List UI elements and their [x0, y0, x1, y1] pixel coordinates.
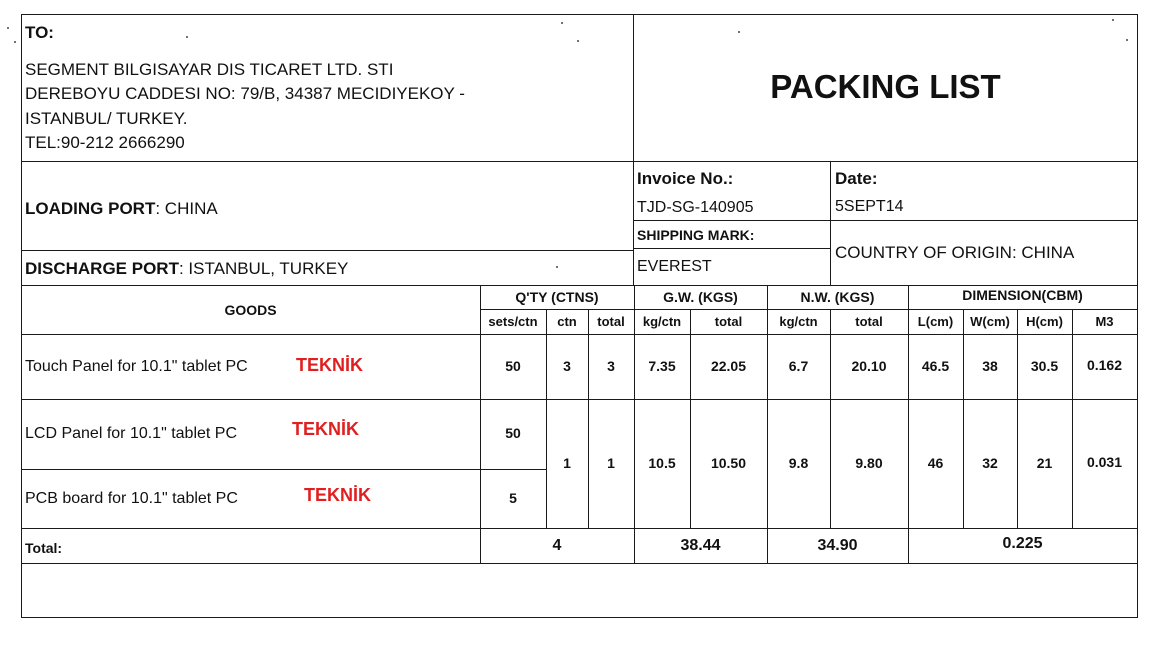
- scan-speck: [14, 41, 16, 43]
- country-of-origin: COUNTRY OF ORIGIN: CHINA: [835, 243, 1075, 262]
- loading-port-label: LOADING PORT: [25, 199, 156, 218]
- loading-port-value: : CHINA: [155, 199, 218, 218]
- row-qty-total: 3: [607, 358, 615, 374]
- invoice-value: TJD-SG-140905: [637, 199, 754, 216]
- totals-gw: 38.44: [680, 537, 721, 554]
- shipping-mark-value: EVEREST: [637, 258, 712, 275]
- merged-width: 32: [982, 455, 998, 471]
- scan-speck: [577, 40, 579, 42]
- date-value: 5SEPT14: [835, 198, 904, 215]
- to-line-city: ISTANBUL/ TURKEY.: [25, 109, 188, 128]
- row-gw-total: 22.05: [710, 358, 747, 374]
- invoice-label: Invoice No.:: [637, 169, 734, 188]
- row-goods: LCD Panel for 10.1" tablet PC: [25, 425, 238, 442]
- subheader-ctn: ctn: [557, 314, 577, 329]
- page-title: PACKING LIST: [770, 68, 1001, 105]
- subheader-gw-kg-ctn: kg/ctn: [642, 314, 682, 329]
- scan-speck: [186, 36, 188, 38]
- subheader-qty-total: total: [597, 314, 625, 329]
- scan-speck: [7, 27, 9, 29]
- scan-speck: [561, 22, 563, 24]
- discharge-port-value: : ISTANBUL, TURKEY: [178, 259, 349, 278]
- merged-gw-kg-ctn: 10.5: [648, 455, 676, 471]
- subheader-sets-ctn: sets/ctn: [488, 314, 538, 329]
- totals-cbm: 0.225: [1002, 535, 1043, 552]
- subheader-nw-total: total: [855, 314, 883, 329]
- row-height: 30.5: [1030, 358, 1059, 374]
- subheader-length: L(cm): [917, 314, 954, 329]
- to-line-tel: TEL:90-212 2666290: [25, 133, 185, 152]
- subheader-width: W(cm): [970, 314, 1010, 329]
- to-line-address: DEREBOYU CADDESI NO: 79/B, 34387 MECIDIYEKOY -: [25, 84, 465, 103]
- to-line-company: SEGMENT BILGISAYAR DIS TICARET LTD. STI: [25, 60, 394, 79]
- header-dimension: DIMENSION(CBM): [962, 287, 1083, 303]
- row-nw-total: 20.10: [851, 358, 887, 374]
- row-goods: PCB board for 10.1" tablet PC: [25, 490, 238, 507]
- loading-port: [25, 200, 218, 217]
- subheader-gw-total: total: [714, 314, 743, 329]
- header-gw: G.W. (KGS): [663, 289, 738, 305]
- row-length: 46.5: [921, 358, 950, 374]
- teknik-stamp: TEKNİK: [292, 419, 359, 439]
- teknik-stamp: TEKNİK: [296, 355, 363, 375]
- shipping-mark-label: SHIPPING MARK:: [637, 227, 755, 243]
- row-sets-ctn: 50: [505, 358, 521, 374]
- row-m3: 0.162: [1086, 357, 1123, 373]
- discharge-port-label: DISCHARGE PORT: [25, 259, 179, 278]
- header-nw: N.W. (KGS): [800, 289, 875, 305]
- merged-nw-kg-ctn: 9.8: [788, 455, 809, 471]
- merged-height: 21: [1036, 455, 1053, 471]
- scan-speck: [1112, 19, 1114, 21]
- row-sets-ctn: 50: [505, 425, 521, 441]
- totals-qty: 4: [552, 537, 562, 554]
- subheader-height: H(cm): [1026, 314, 1063, 329]
- row-gw-kg-ctn: 7.35: [648, 358, 676, 374]
- merged-nw-total: 9.80: [855, 455, 883, 471]
- subheader-nw-kg-ctn: kg/ctn: [779, 314, 818, 329]
- merged-gw-total: 10.50: [710, 455, 747, 471]
- merged-length: 46: [927, 455, 944, 471]
- date-label: Date:: [835, 169, 878, 188]
- scan-speck: [1126, 39, 1128, 41]
- row-ctn: 3: [563, 358, 571, 374]
- merged-m3: 0.031: [1086, 454, 1123, 470]
- row-nw-kg-ctn: 6.7: [788, 358, 809, 374]
- header-goods: GOODS: [224, 302, 277, 318]
- scan-speck: [556, 266, 558, 268]
- row-goods: Touch Panel for 10.1" tablet PC: [25, 358, 248, 375]
- merged-ctn: 1: [563, 455, 571, 471]
- totals-nw: 34.90: [817, 537, 858, 554]
- row-sets-ctn: 5: [509, 490, 517, 506]
- teknik-stamp: TEKNİK: [304, 485, 371, 505]
- to-label: TO:: [25, 23, 54, 42]
- merged-qty-total: 1: [607, 455, 615, 471]
- discharge-port: [25, 260, 348, 277]
- row-width: 38: [982, 358, 998, 374]
- subheader-m3: M3: [1095, 314, 1114, 329]
- totals-label: Total:: [25, 540, 63, 556]
- header-qty: Q'TY (CTNS): [515, 289, 599, 305]
- scan-speck: [738, 31, 740, 33]
